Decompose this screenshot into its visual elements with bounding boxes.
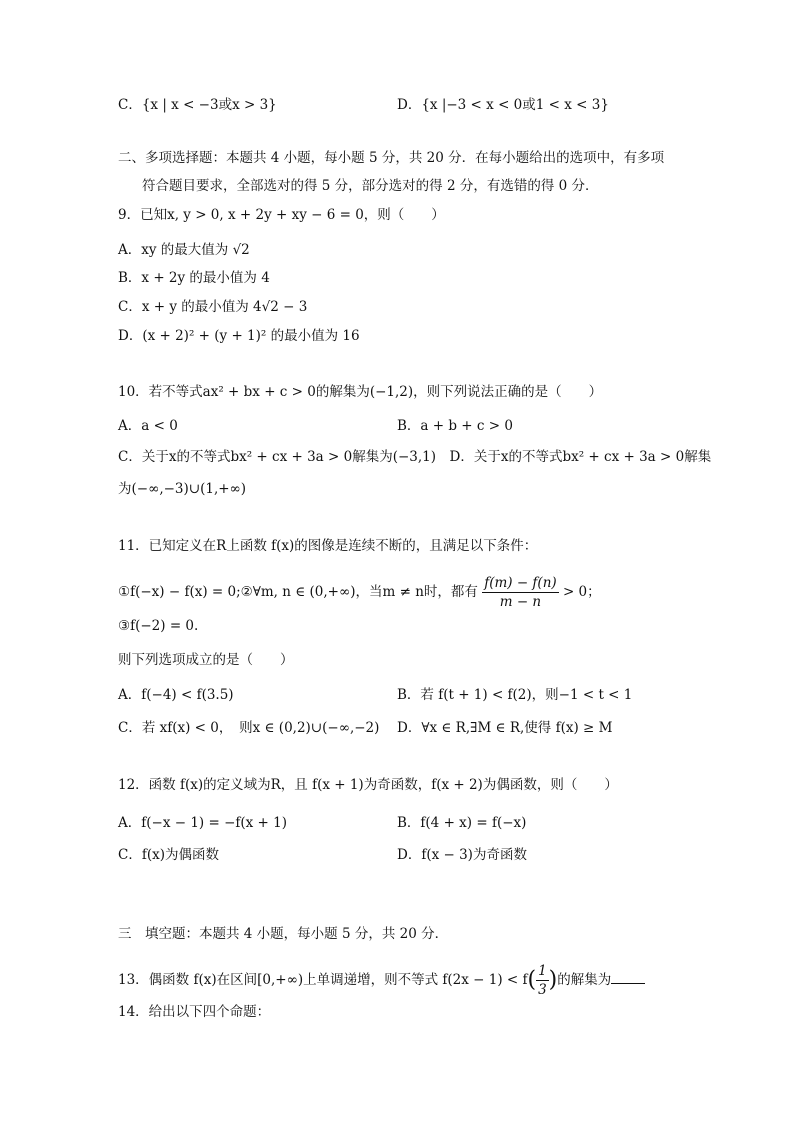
q13-tail: 的解集为 (557, 972, 612, 988)
q13-fraction-numerator: 1 (538, 963, 547, 979)
q13-close-paren: ) (548, 967, 558, 993)
q11-condition-3: ③f(−2) = 0. (118, 618, 199, 634)
q11-fraction (482, 574, 558, 611)
q13-fraction-denominator: 3 (538, 982, 547, 998)
q12-option-a: A．f(−x − 1) = −f(x + 1) (118, 815, 288, 831)
q12-stem: 12．函数 f(x)的定义域为R，且 f(x + 1)为奇函数，f(x + 2)为偶函数，则（ ） (118, 777, 618, 793)
q11-option-a: A．f(−4) < f(3.5) (118, 687, 234, 703)
q8-option-d: D．{x |−3 < x < 0或1 < x < 3} (397, 97, 609, 113)
q11-ask: 则下列选项成立的是（ ） (118, 652, 294, 668)
q13-answer-blank[interactable] (611, 969, 645, 984)
q11-fraction-numerator: f(m) − f(n) (484, 575, 557, 591)
q11-condition-text: ①f(−x) − f(x) = 0;②∀m, n ∈ (0,+∞)，当m ≠ n时，都有 (118, 584, 478, 600)
q11-option-c: C．若 xf(x) < 0， 则x ∈ (0,2)∪(−∞,−2) (118, 720, 380, 736)
q11-option-d: D．∀x ∈ R,∃M ∈ R,使得 f(x) ≥ M (397, 720, 613, 736)
q12-option-d: D．f(x − 3)为奇函数 (397, 847, 527, 863)
section-2-line-2: 符合题目要求，全部选对的得 5 分，部分选对的得 2 分，有选错的得 0 分． (142, 178, 599, 194)
q9-option-b: B．x + 2y 的最小值为 4 (118, 270, 270, 286)
q10-option-a: A．a < 0 (118, 418, 178, 434)
section-3-title: 三 填空题：本题共 4 小题，每小题 5 分，共 20 分． (118, 926, 449, 942)
q10-option-c-d: C．关于x的不等式bx² + cx + 3a > 0解集为(−3,1) D．关于x的不等式bx² + cx + 3a > 0解集 (118, 449, 712, 465)
q8-option-c: C．{x | x < −3或x > 3} (118, 97, 277, 113)
q11-stem: 11．已知定义在R上函数 f(x)的图像是连续不断的，且满足以下条件： (118, 538, 538, 554)
q9-option-a: A．xy 的最大值为 √2 (118, 242, 250, 258)
q9-option-d: D．(x + 2)² + (y + 1)² 的最小值为 16 (118, 328, 360, 344)
q10-stem: 10．若不等式ax² + bx + c > 0的解集为(−1,2)，则下列说法正确的是（ ） (118, 384, 603, 400)
q11-fraction-denominator: m − n (499, 594, 542, 610)
q9-option-c: C．x + y 的最小值为 4√2 − 3 (118, 299, 308, 315)
q11-condition-1-2 (118, 574, 601, 611)
q13-fraction (536, 962, 549, 999)
q11-condition-tail: > 0； (562, 584, 601, 600)
q11-option-b: B．若 f(t + 1) < f(2)，则−1 < t < 1 (397, 687, 633, 703)
q14-stem: 14．给出以下四个命题： (118, 1004, 271, 1020)
q10-option-d-continued: 为(−∞,−3)∪(1,+∞) (118, 481, 247, 497)
section-2-line-1: 二、多项选择题：本题共 4 小题，每小题 5 分，共 20 分．在每小题给出的选项中，有多项 (118, 150, 665, 166)
q13-stem: 13．偶函数 f(x)在区间[0,+∞)上单调递增，则不等式 f(2x − 1) < f (118, 972, 528, 988)
q12-option-c: C．f(x)为偶函数 (118, 847, 219, 863)
q13-open-paren: ( (527, 967, 537, 993)
q9-stem: 9．已知x, y > 0, x + 2y + xy − 6 = 0，则（ ） (118, 207, 445, 223)
q13-line (118, 962, 645, 999)
q12-option-b: B．f(4 + x) = f(−x) (397, 815, 527, 831)
q10-option-b: B．a + b + c > 0 (397, 418, 513, 434)
